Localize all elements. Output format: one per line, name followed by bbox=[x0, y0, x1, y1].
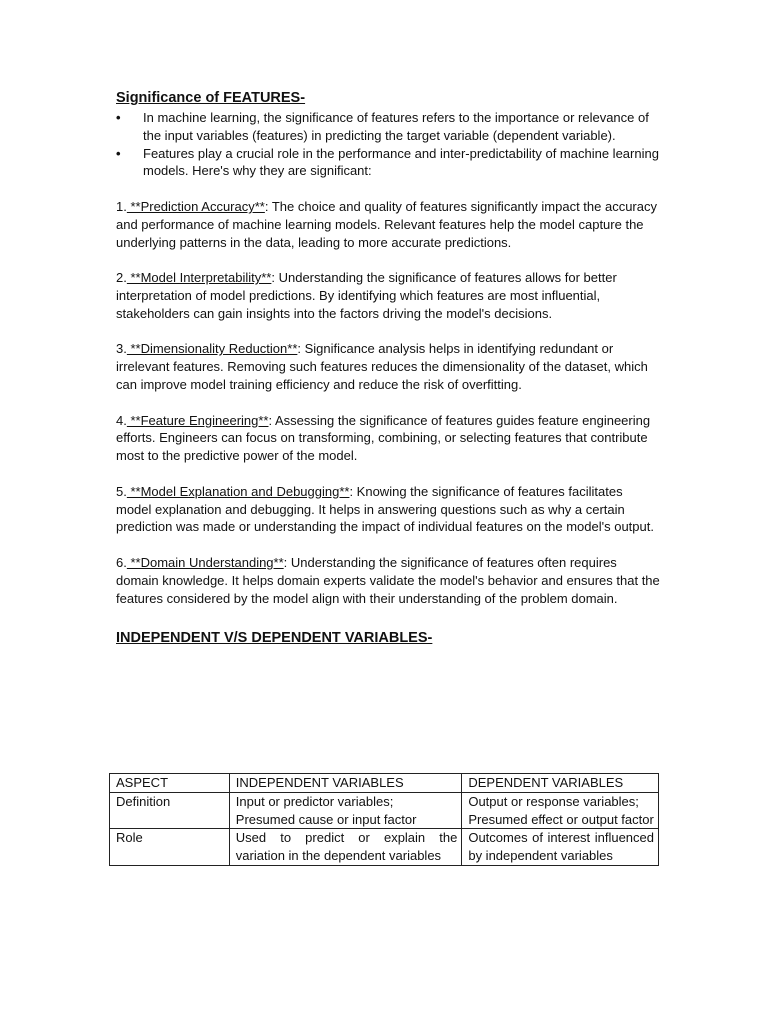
variables-heading: INDEPENDENT V/S DEPENDENT VARIABLES- bbox=[116, 630, 433, 647]
table-cell-dependent bbox=[462, 792, 659, 829]
point-number: 1. bbox=[116, 198, 127, 214]
point-number: 2. bbox=[116, 270, 127, 286]
point-term: **Dimensionality Reduction** bbox=[126, 341, 298, 357]
bullet-text: Features play a crucial role in the performance and inter-predictability of machine learning models. Here's why they are significant: bbox=[143, 145, 659, 179]
point-term: **Model Interpretability** bbox=[126, 270, 272, 286]
variables-comparison-table bbox=[109, 773, 659, 866]
point-term: **Domain Understanding** bbox=[126, 554, 284, 570]
table-header-row bbox=[110, 774, 659, 793]
point-text: : Assessing the significance of features guides feature engineering efforts. Engineers can focus on transforming, combining, or selecting features that contribute most to the predictive power of the model. bbox=[116, 412, 651, 464]
cell-line: Outcomes of interest influenced by independent variables bbox=[468, 830, 654, 864]
table-row bbox=[110, 792, 659, 829]
point-paragraph bbox=[116, 483, 661, 536]
features-bullet-list bbox=[116, 109, 661, 180]
table-header-cell: INDEPENDENT VARIABLES bbox=[229, 774, 462, 793]
bullet-icon: • bbox=[116, 110, 121, 125]
point-paragraph bbox=[116, 412, 661, 465]
bullet-item bbox=[116, 145, 661, 181]
table-header-cell: DEPENDENT VARIABLES bbox=[462, 774, 659, 793]
table-cell-dependent bbox=[462, 829, 659, 866]
point-paragraph bbox=[116, 554, 661, 607]
point-paragraph bbox=[116, 198, 661, 251]
bullet-text: In machine learning, the significance of features refers to the importance or relevance of the input variables (features) in predicting the target variable (dependent variable). bbox=[143, 110, 649, 143]
bullet-icon: • bbox=[116, 145, 121, 161]
table-row bbox=[110, 829, 659, 866]
table-cell-aspect: Definition bbox=[110, 792, 230, 829]
point-text: : Significance analysis helps in identifying redundant or irrelevant features. Removing such features reduces the dimensionality of the dataset, which can improve model training efficiency and reduce the risk of overfitting. bbox=[116, 341, 648, 392]
point-text: : Understanding the significance of features allows for better interpretation of model predictions. By identifying which features are most influential, stakeholders can gain insights into the factors driving the model's decisions. bbox=[116, 270, 617, 321]
cell-line: Output or response variables; bbox=[468, 793, 639, 809]
cell-line: Used to predict or explain the variation in the dependent variables bbox=[235, 830, 458, 864]
point-number: 3. bbox=[116, 341, 127, 357]
table-cell-independent bbox=[229, 792, 462, 829]
cell-line: Presumed cause or input factor bbox=[235, 811, 417, 827]
point-paragraph bbox=[116, 269, 661, 322]
table-cell-aspect: Role bbox=[110, 829, 230, 866]
cell-line: Presumed effect or output factor bbox=[468, 811, 654, 827]
table-cell-independent bbox=[229, 829, 462, 866]
cell-line: Input or predictor variables; bbox=[235, 793, 394, 809]
point-term: **Feature Engineering** bbox=[126, 412, 269, 428]
document-page bbox=[116, 88, 661, 648]
point-number: 6. bbox=[116, 554, 127, 570]
point-term: **Model Explanation and Debugging** bbox=[126, 483, 350, 499]
bullet-item bbox=[116, 109, 661, 145]
point-text: : The choice and quality of features significantly impact the accuracy and performance of machine learning models. Relevant features help the model capture the underlying patterns in the data, leading to more accurate predictions. bbox=[116, 198, 657, 250]
point-term: **Prediction Accuracy** bbox=[126, 198, 265, 214]
point-paragraph bbox=[116, 340, 661, 393]
table-header-cell: ASPECT bbox=[110, 774, 230, 793]
point-number: 4. bbox=[116, 412, 127, 428]
point-text: : Knowing the significance of features facilitates model explanation and debugging. It helps in answering questions such as why a certain prediction was made or understanding the impact of individual features on the model's output. bbox=[116, 483, 654, 535]
point-number: 5. bbox=[116, 483, 127, 499]
point-text: : Understanding the significance of features often requires domain knowledge. It helps domain experts validate the model's behavior and ensures that the features considered by the model align with their understanding of the problem domain. bbox=[116, 554, 660, 606]
features-heading: Significance of FEATURES- bbox=[116, 90, 306, 106]
